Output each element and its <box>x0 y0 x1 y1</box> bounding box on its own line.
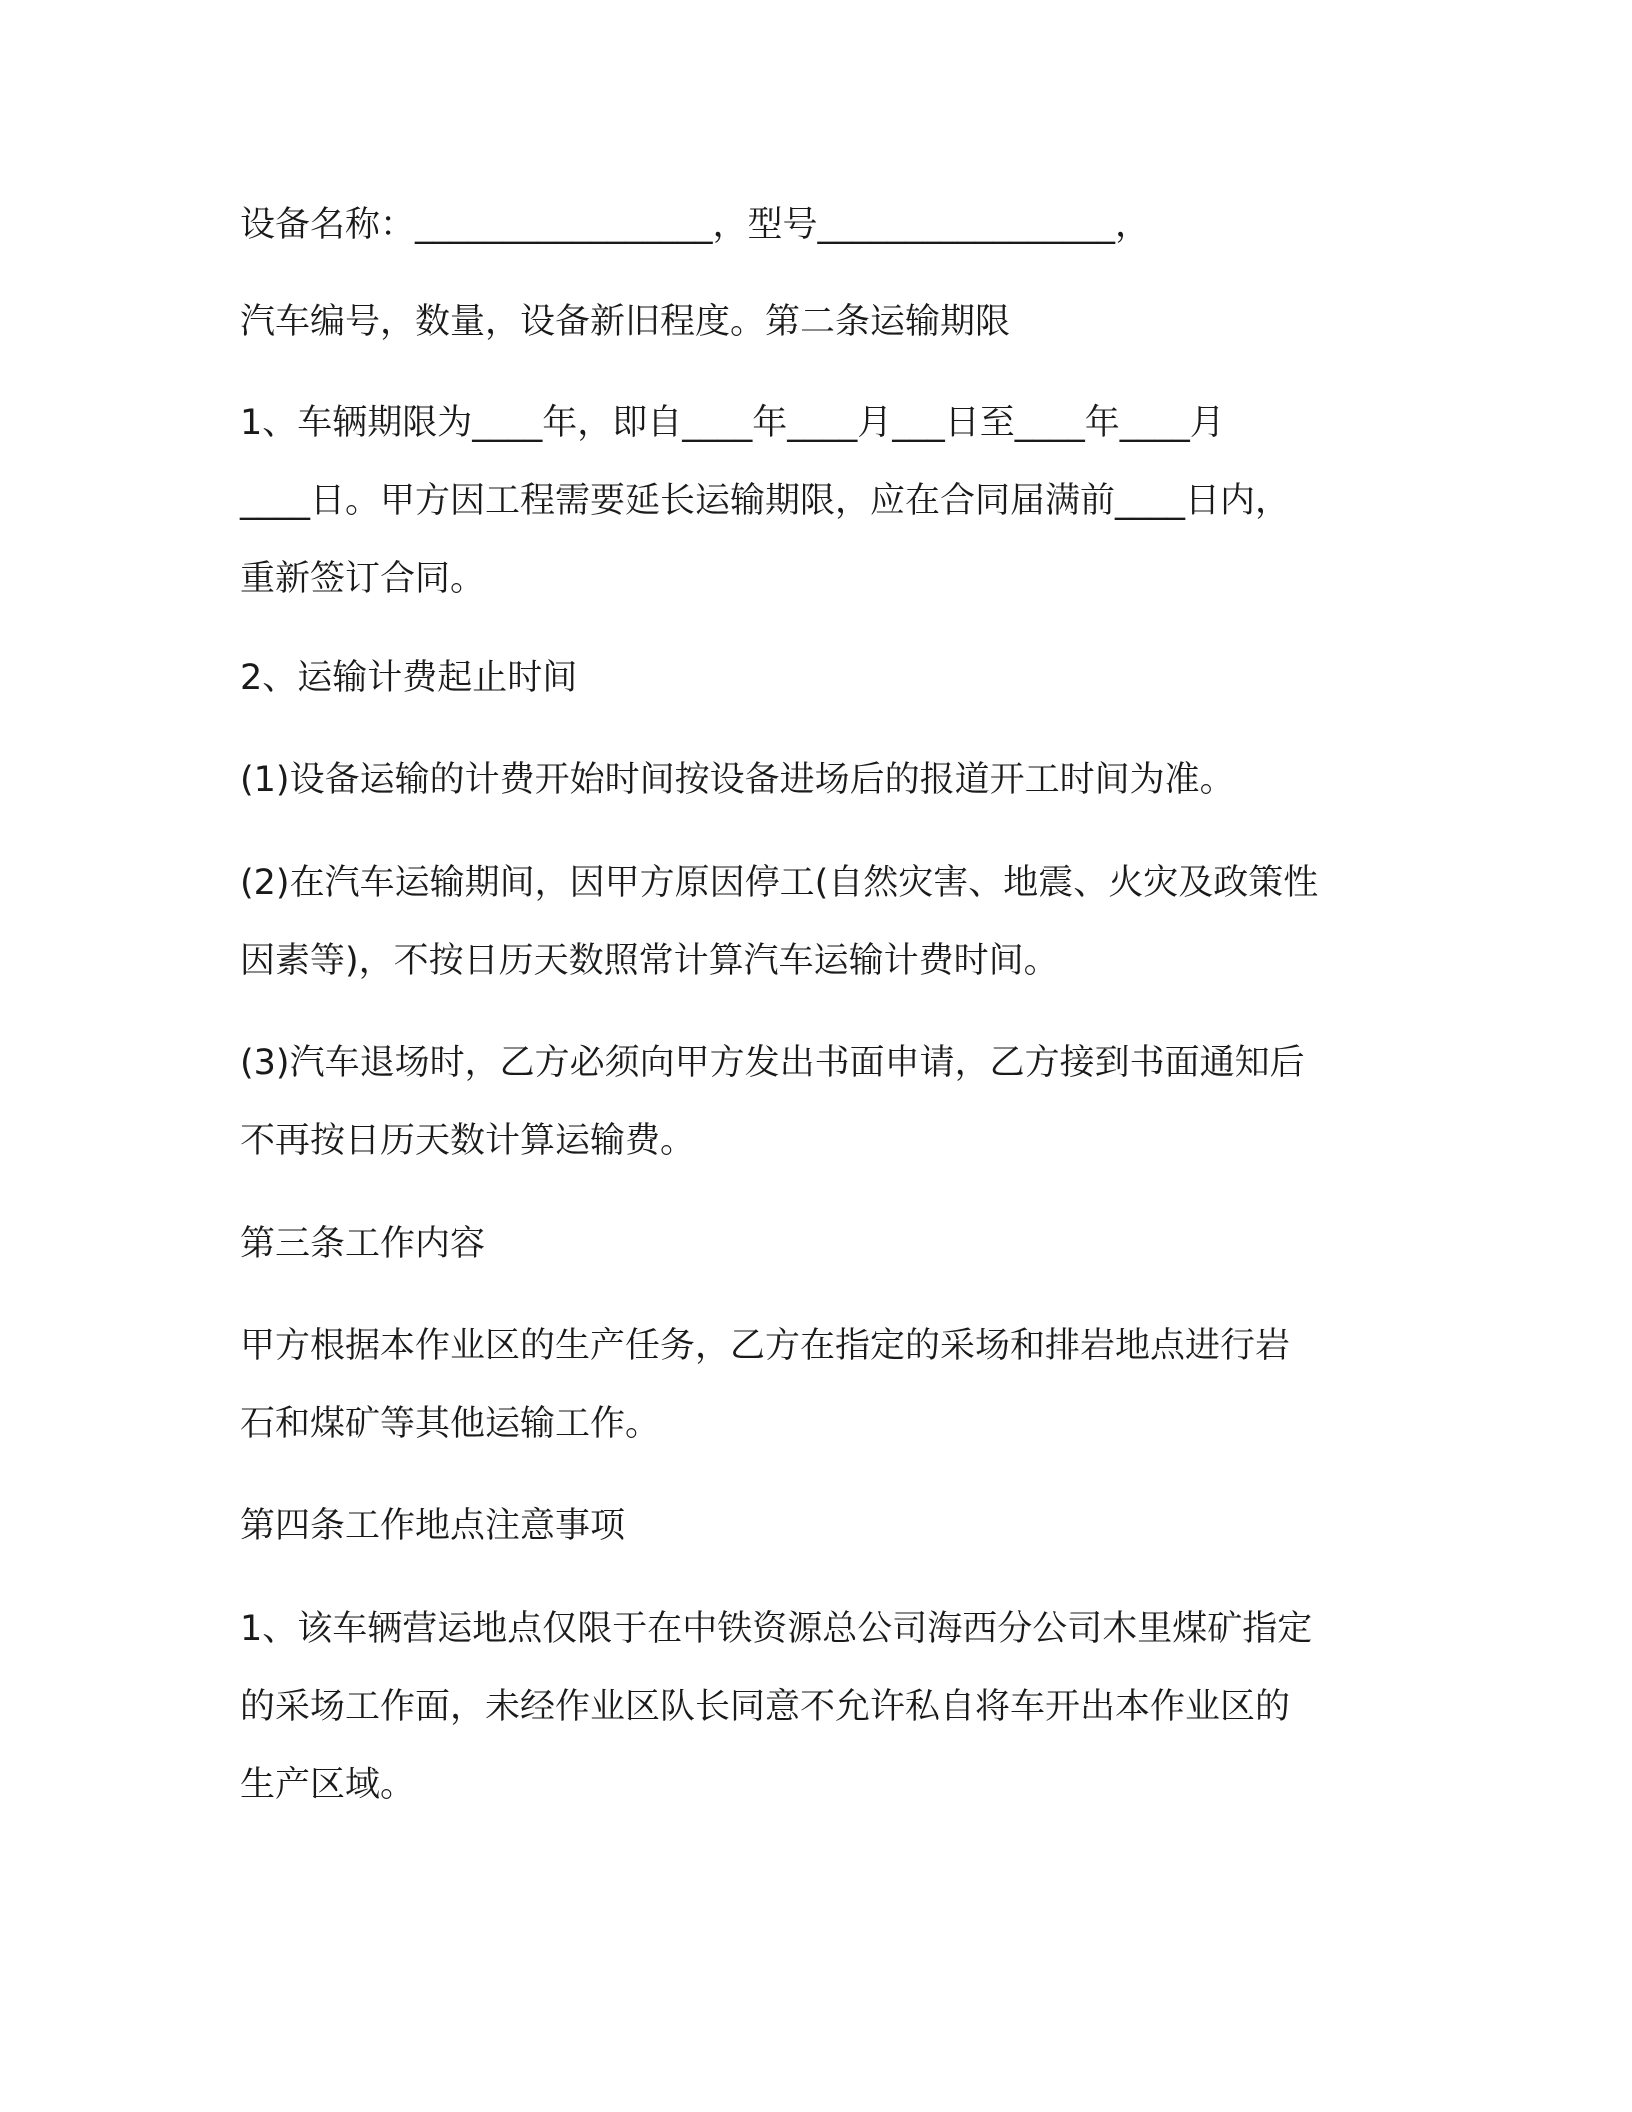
text-line: 甲方根据本作业区的生产任务，乙方在指定的采场和排岩地点进行岩 <box>240 1326 1291 1366</box>
equipment-name-line <box>240 186 1400 264</box>
clause-1-vehicle-term <box>240 384 1400 618</box>
text-line: 2、运输计费起止时间 <box>240 658 578 698</box>
text-line: 石和煤矿等其他运输工作。 <box>240 1404 661 1444</box>
text-line: ____日。甲方因工程需要延长运输期限，应在合同届满前____日内， <box>240 481 1291 521</box>
text-line: 第四条工作地点注意事项 <box>240 1506 626 1546</box>
text-line: (3)汽车退场时，乙方必须向甲方发出书面申请，乙方接到书面通知后 <box>240 1043 1305 1083</box>
item-1-billing-start <box>240 741 1400 819</box>
text-line: 1、车辆期限为____年，即自____年____月___日至____年____月 <box>240 403 1225 443</box>
article-4-heading <box>240 1487 1400 1565</box>
article-3-body <box>240 1307 1400 1463</box>
text-line: 1、该车辆营运地点仅限于在中铁资源总公司海西分公司木里煤矿指定 <box>240 1609 1313 1649</box>
text-line: 重新签订合同。 <box>240 559 486 599</box>
item-3-vehicle-exit <box>240 1024 1400 1180</box>
vehicle-info-line <box>240 283 1400 361</box>
text-line: 的采场工作面，未经作业区队长同意不允许私自将车开出本作业区的 <box>240 1687 1291 1727</box>
article-3-heading <box>240 1205 1400 1283</box>
text-line: 第三条工作内容 <box>240 1224 486 1264</box>
text-line: (2)在汽车运输期间，因甲方原因停工(自然灾害、地震、火灾及政策性 <box>240 863 1319 903</box>
text-line: 因素等)，不按日历天数照常计算汽车运输计费时间。 <box>240 941 1059 981</box>
text-line: 不再按日历天数计算运输费。 <box>240 1121 696 1161</box>
text-line: 生产区域。 <box>240 1765 416 1805</box>
article-4-item-1 <box>240 1590 1400 1824</box>
clause-2-billing-period <box>240 639 1400 717</box>
text-line: 设备名称：_________________，型号_________________， <box>240 205 1151 245</box>
text-line: (1)设备运输的计费开始时间按设备进场后的报道开工时间为准。 <box>240 760 1235 800</box>
item-2-work-stoppage <box>240 844 1400 1000</box>
text-line: 汽车编号，数量，设备新旧程度。第二条运输期限 <box>240 302 1011 342</box>
